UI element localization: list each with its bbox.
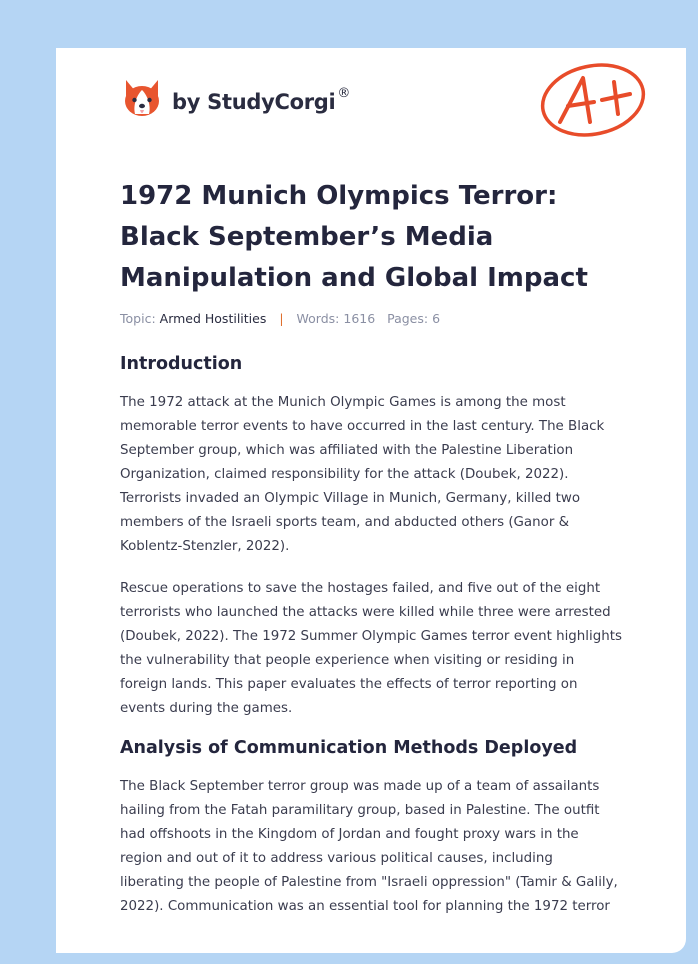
paragraph-analysis-1: The Black September terror group was made up of a team of assailants hailing from the Fatah paramilitary group, based in Palestine. The outfit had offshoots in the Kingdom of Jordan and fought proxy wars in the region and out of it to address various political causes, including liberating the people of Palestine from "Israeli oppression" (Tamir & Galily, 2022). Communication was an essential tool for planning the 1972 terror: [120, 779, 618, 914]
words-count: 1616: [343, 311, 376, 326]
words-label: Words:: [296, 311, 340, 326]
document-meta: [120, 311, 440, 326]
grade-badge: [538, 60, 648, 144]
meta-separator: |: [279, 311, 284, 326]
document-page: [56, 48, 686, 953]
document-title: 1972 Munich Olympics Terror: Black September’s Media Manipulation and Global Impact: [120, 181, 588, 293]
topic-label: Topic:: [120, 311, 156, 326]
section-heading-analysis: Analysis of Communication Methods Deployed: [120, 738, 578, 758]
topic-link[interactable]: Armed Hostilities: [159, 311, 267, 326]
a-plus-icon: [538, 60, 648, 140]
section-heading-introduction: Introduction: [120, 354, 243, 374]
pages-count: 6: [432, 311, 441, 326]
brand-name: by StudyCorgi ®: [172, 86, 351, 114]
paragraph-intro-1: The 1972 attack at the Munich Olympic Games is among the most memorable terror events to have occurred in the last century. The Black September group, which was affiliated with the Palestine Liberation Organization, claimed responsibility for the attack (Doubek, 2022). Terrorists invaded an Olympic Village in Munich, Germany, killed two members of the Israeli sports team, and abducted others (Ganor & Koblentz-Stenzler, 2022).: [120, 395, 605, 554]
paragraph-intro-2: Rescue operations to save the hostages failed, and five out of the eight terrorists who launched the attacks were killed while three were arrested (Doubek, 2022). The 1972 Summer Olympic Games terror event highlights the vulnerability that people experience when visiting or residing in foreign lands. This paper evaluates the effects of terror reporting on events during the games.: [120, 581, 622, 716]
studycorgi-logo[interactable]: [122, 76, 350, 120]
corgi-logo-icon: [122, 76, 162, 120]
pages-label: Pages:: [387, 311, 429, 326]
